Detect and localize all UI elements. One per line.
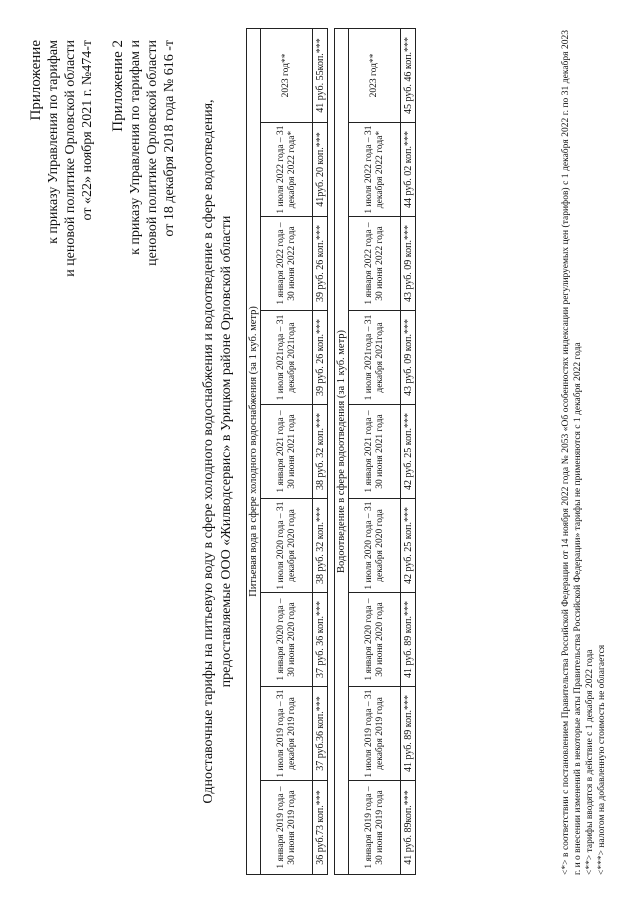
appendix-line: к приказу Управления по тарифам xyxy=(46,40,61,244)
period-cell: 2023 год** xyxy=(261,28,313,122)
tariff-table xyxy=(246,28,416,875)
period-cell: 1 июля 2019 года – 31 декабря 2019 года xyxy=(349,687,401,781)
tariff-value: 41 руб. 55коп.*** xyxy=(313,28,328,122)
appendix2-line: ценовой политике Орловской области xyxy=(145,40,160,266)
tariff-value: 41 руб. 89 коп.*** xyxy=(401,687,416,781)
footnote: <***> налогом на добавленную стоимость не облагается xyxy=(597,644,607,875)
sewer-section-title: Водоотведение в сфере водоотведения (за 1 куб. метр) xyxy=(335,28,349,874)
appendix-header xyxy=(28,40,96,277)
tariff-value: 44 руб. 02 коп.*** xyxy=(401,123,416,217)
tariff-value: 38 руб. 32 коп.*** xyxy=(313,405,328,499)
appendix2-header xyxy=(110,40,178,266)
period-cell: 1 июля 2020 года – 31 декабря 2020 года xyxy=(349,499,401,593)
period-cell: 1 января 2020 года – 30 июня 2020 года xyxy=(349,593,401,687)
tariff-value: 41 руб. 89 коп.*** xyxy=(401,593,416,687)
period-cell: 1 января 2019 года – 30 июня 2019 года xyxy=(261,781,313,875)
footnote: <**> тарифы вводятся в действие с 1 декабря 2022 года xyxy=(585,649,595,875)
appendix2-line: от 18 декабря 2018 года № 616 -т xyxy=(162,40,177,237)
footnote: <*> в соответствии с постановлением Правительства Российской Федерации от 14 ноября 2022 года № 2053 «Об особенностях индексации регулируемых цен (тарифов) с 1 декабря 2022 г. по 31 декабря 2023 г. и о внесении изменений в некоторые акты Правительства Российской Федерации» тарифы не применяются с 1 декабря 2022 года xyxy=(561,30,583,875)
document-title xyxy=(200,40,236,863)
tariff-value: 41 руб. 89коп.*** xyxy=(401,781,416,875)
water-section-title: Питьевая вода в сфере холодного водоснабжения (за 1 куб. метр) xyxy=(247,28,261,874)
period-cell: 1 июля 2021года – 31 декабря 2021года xyxy=(349,311,401,405)
table-spacer xyxy=(328,28,335,874)
period-cell: 1 июля 2020 года – 31 декабря 2020 года xyxy=(261,499,313,593)
appendix2-line: к приказу Управления по тарифам и xyxy=(128,40,143,255)
tariff-value: 43 руб. 09 коп.*** xyxy=(401,217,416,311)
period-cell: 1 июля 2021года – 31 декабря 2021года xyxy=(261,311,313,405)
tariff-value: 42 руб. 25 коп.*** xyxy=(401,405,416,499)
tariff-value: 43 руб. 09 коп.*** xyxy=(401,311,416,405)
appendix2-title: Приложение 2 xyxy=(110,40,126,132)
appendix-line: от «22» ноября 2021 г. №474-т xyxy=(80,40,95,221)
title-line: предоставляемые ООО «Жилводсервис» в Урицком районе Орловской области xyxy=(219,215,234,688)
period-cell: 1 июля 2022 года – 31 декабря 2022 года* xyxy=(349,123,401,217)
tariff-value: 36 руб.73 коп.*** xyxy=(313,781,328,875)
tariff-value: 37 руб.36 коп.*** xyxy=(313,687,328,781)
period-cell: 1 января 2022 года – 30 июня 2022 года xyxy=(349,217,401,311)
period-cell: 1 января 2020 года – 30 июня 2020 года xyxy=(261,593,313,687)
appendix-title: Приложение xyxy=(28,40,44,121)
tariff-value: 41руб. 20 коп.*** xyxy=(313,123,328,217)
tariff-value: 42 руб. 25 коп.*** xyxy=(401,499,416,593)
period-cell: 1 января 2022 года – 30 июня 2022 года xyxy=(261,217,313,311)
period-cell: 2023 год** xyxy=(349,28,401,122)
period-cell: 1 января 2019 года – 30 июня 2019 года xyxy=(349,781,401,875)
tariff-value: 39 руб. 26 коп.*** xyxy=(313,217,328,311)
period-cell: 1 июля 2022 года – 31 декабря 2022 года* xyxy=(261,123,313,217)
tariff-value: 38 руб. 32 коп.*** xyxy=(313,499,328,593)
period-cell: 1 июля 2019 года – 31 декабря 2019 года xyxy=(261,687,313,781)
period-cell: 1 января 2021 года – 30 июня 2021 года xyxy=(261,405,313,499)
tariff-value: 39 руб. 26 коп.*** xyxy=(313,311,328,405)
tariff-value: 45 руб. 46 коп.*** xyxy=(401,28,416,122)
period-cell: 1 января 2021 года – 30 июня 2021 года xyxy=(349,405,401,499)
tariff-value: 37 руб. 36 коп.*** xyxy=(313,593,328,687)
footnotes xyxy=(560,30,608,875)
title-line: Одноставочные тарифы на питьевую воду в сфере холодного водоснабжения и водоотведение в сфере водоотведения, xyxy=(201,99,216,804)
appendix-line: и ценовой политике Орловской области xyxy=(63,40,78,277)
